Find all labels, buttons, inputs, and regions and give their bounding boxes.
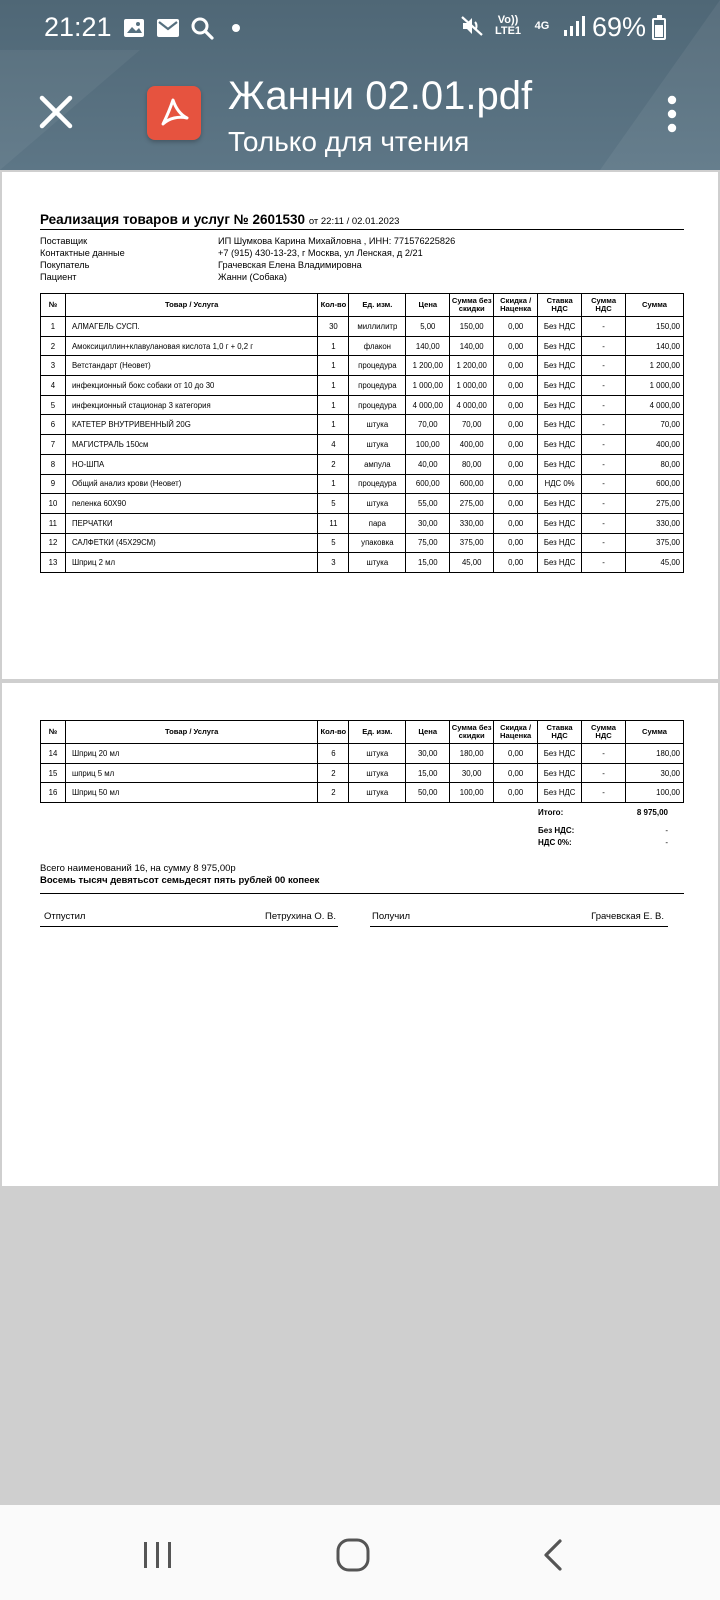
meta-row <box>40 235 455 247</box>
table-cell: 5,00 <box>406 317 450 337</box>
table-cell: АЛМАГЕЛЬ СУСП. <box>65 317 318 337</box>
table-cell: 0,00 <box>494 744 538 764</box>
table-cell: Без НДС <box>538 415 582 435</box>
released-label: Отпустил <box>44 911 86 922</box>
table-cell: 4 <box>318 435 349 455</box>
meta-value: ИП Шумкова Карина Михайловна , ИНН: 771576225826 <box>218 236 456 246</box>
table-cell: штука <box>349 744 406 764</box>
table-cell: 0,00 <box>494 783 538 803</box>
dot-icon <box>224 16 248 40</box>
table-cell: 16 <box>41 783 66 803</box>
heading-date: от 22:11 / 02.01.2023 <box>308 216 400 227</box>
document-meta <box>40 235 455 283</box>
table-cell: - <box>582 763 626 783</box>
table-cell: ампула <box>349 454 406 474</box>
table-cell: 1 <box>318 356 349 376</box>
table-row <box>41 744 684 764</box>
table-cell: - <box>582 317 626 337</box>
table-cell: 100,00 <box>450 783 494 803</box>
mail-icon <box>156 16 180 40</box>
table-cell: 330,00 <box>450 513 494 533</box>
table-row <box>41 533 684 553</box>
status-icons-right <box>460 14 586 38</box>
summary-words: Восемь тысяч девятьсот семьдесят пять рублей 00 копеек <box>40 875 320 886</box>
table-cell: 6 <box>41 415 66 435</box>
table-row <box>41 474 684 494</box>
meta-label: Пациент <box>40 272 77 282</box>
column-header: Скидка / Наценка <box>494 294 538 317</box>
table-cell: 70,00 <box>626 415 684 435</box>
column-header: Цена <box>406 294 450 317</box>
table-cell: 0,00 <box>494 415 538 435</box>
column-header: Цена <box>406 721 450 744</box>
table-cell: 3 <box>41 356 66 376</box>
released-name: Петрухина О. В. <box>265 911 336 922</box>
table-cell: 0,00 <box>494 533 538 553</box>
table-cell: - <box>582 494 626 514</box>
table-cell: 15,00 <box>406 553 450 573</box>
table-cell: 140,00 <box>450 336 494 356</box>
table-cell: штука <box>349 763 406 783</box>
column-header: Ставка НДС <box>538 294 582 317</box>
table-cell: Без НДС <box>538 317 582 337</box>
table-cell: 30,00 <box>406 513 450 533</box>
table-cell: 12 <box>41 533 66 553</box>
table-cell: 0,00 <box>494 376 538 396</box>
table-cell: - <box>582 435 626 455</box>
table-cell: Без НДС <box>538 336 582 356</box>
table-cell: 180,00 <box>450 744 494 764</box>
table-cell: 9 <box>41 474 66 494</box>
no-vat-value: - <box>665 826 668 835</box>
summary-line: Всего наименований 16, на сумму 8 975,00р <box>40 863 236 874</box>
table-cell: 400,00 <box>626 435 684 455</box>
column-header: Товар / Услуга <box>65 721 317 744</box>
table-cell: 1 <box>318 376 349 396</box>
table-cell: - <box>582 415 626 435</box>
table-cell: Без НДС <box>538 454 582 474</box>
4g-icon: 4G <box>534 20 550 32</box>
table-cell: - <box>582 376 626 396</box>
column-header: Сумма без скидки <box>450 721 494 744</box>
table-cell: 1 200,00 <box>626 356 684 376</box>
close-button[interactable] <box>30 86 82 138</box>
table-cell: Без НДС <box>538 763 582 783</box>
table-cell: 0,00 <box>494 513 538 533</box>
items-table-page-2 <box>40 720 684 803</box>
table-cell: 275,00 <box>450 494 494 514</box>
table-cell: 0,00 <box>494 494 538 514</box>
table-cell: 7 <box>41 435 66 455</box>
table-cell: 1 <box>318 474 349 494</box>
table-cell: 275,00 <box>626 494 684 514</box>
table-cell: 5 <box>318 494 349 514</box>
table-cell: 400,00 <box>450 435 494 455</box>
table-cell: 30,00 <box>626 763 684 783</box>
meta-value: Грачевская Елена Владимировна <box>218 260 362 270</box>
table-cell: 75,00 <box>406 533 450 553</box>
table-row <box>41 336 684 356</box>
table-row <box>41 317 684 337</box>
back-icon <box>546 1541 560 1569</box>
table-cell: миллилитр <box>349 317 406 337</box>
table-cell: МАГИСТРАЛЬ 150см <box>65 435 318 455</box>
table-cell: 5 <box>318 533 349 553</box>
column-header: Сумма НДС <box>582 721 626 744</box>
table-cell: Шприц 20 мл <box>65 744 317 764</box>
total-label: Итого: <box>538 808 564 817</box>
table-row <box>41 454 684 474</box>
table-cell: Без НДС <box>538 513 582 533</box>
meta-row <box>40 259 455 271</box>
close-icon <box>42 98 70 126</box>
pdf-page-2[interactable] <box>2 683 718 1186</box>
column-header: Товар / Услуга <box>65 294 318 317</box>
table-cell: 30,00 <box>450 763 494 783</box>
table-row <box>41 395 684 415</box>
table-cell: 0,00 <box>494 454 538 474</box>
table-cell: 30,00 <box>406 744 450 764</box>
table-cell: - <box>582 533 626 553</box>
column-header: Скидка / Наценка <box>494 721 538 744</box>
table-cell: - <box>582 744 626 764</box>
table-row <box>41 356 684 376</box>
table-cell: 5 <box>41 395 66 415</box>
table-cell: 6 <box>318 744 349 764</box>
table-cell: 0,00 <box>494 336 538 356</box>
table-cell: НДС 0% <box>538 474 582 494</box>
table-cell: - <box>582 783 626 803</box>
table-row <box>41 553 684 573</box>
table-cell: процедура <box>349 356 406 376</box>
table-cell: 0,00 <box>494 474 538 494</box>
recent-apps-button[interactable] <box>138 1535 178 1575</box>
table-cell: 1 <box>318 336 349 356</box>
document-subtitle: Только для чтения <box>228 126 470 157</box>
status-bar <box>0 0 720 58</box>
signal-icon <box>562 14 586 38</box>
table-cell: КАТЕТЕР ВНУТРИВЕННЫЙ 20G <box>65 415 318 435</box>
table-cell: 100,00 <box>626 783 684 803</box>
table-cell: 4 <box>41 376 66 396</box>
table-cell: 55,00 <box>406 494 450 514</box>
table-cell: штука <box>349 553 406 573</box>
table-row <box>41 763 684 783</box>
table-cell: Шприц 50 мл <box>65 783 317 803</box>
table-cell: Без НДС <box>538 783 582 803</box>
table-cell: 1 <box>318 415 349 435</box>
no-vat-label: Без НДС: <box>538 826 575 835</box>
table-cell: Без НДС <box>538 395 582 415</box>
table-cell: 70,00 <box>450 415 494 435</box>
table-cell: 375,00 <box>626 533 684 553</box>
table-cell: 80,00 <box>450 454 494 474</box>
table-cell: 600,00 <box>450 474 494 494</box>
image-icon <box>122 16 146 40</box>
column-header: Ставка НДС <box>538 721 582 744</box>
app-header <box>0 0 720 170</box>
table-cell: упаковка <box>349 533 406 553</box>
table-cell: 150,00 <box>450 317 494 337</box>
table-cell: 0,00 <box>494 435 538 455</box>
vat-zero-label: НДС 0%: <box>538 838 572 847</box>
table-cell: Без НДС <box>538 533 582 553</box>
table-row <box>41 783 684 803</box>
document-heading <box>40 212 399 227</box>
table-cell: 70,00 <box>406 415 450 435</box>
vat-zero-value: - <box>665 838 668 847</box>
mute-icon <box>460 14 484 38</box>
column-header: Сумма <box>626 294 684 317</box>
pdf-file-icon <box>147 86 201 140</box>
meta-label: Контактные данные <box>40 248 125 258</box>
column-header: Кол-во <box>318 721 349 744</box>
table-cell: 150,00 <box>626 317 684 337</box>
table-cell: 8 <box>41 454 66 474</box>
meta-value: +7 (915) 430-13-23, г Москва, ул Ленская, д 2/21 <box>218 248 423 258</box>
table-cell: процедура <box>349 395 406 415</box>
released-signature-line <box>40 926 338 927</box>
meta-row <box>40 271 455 283</box>
table-cell: штука <box>349 415 406 435</box>
table-cell: пара <box>349 513 406 533</box>
meta-label: Поставщик <box>40 236 88 246</box>
table-cell: 1 200,00 <box>450 356 494 376</box>
battery-icon <box>652 18 666 40</box>
search-icon <box>190 16 214 40</box>
meta-value: Жанни (Собака) <box>218 272 287 282</box>
table-cell: 1 000,00 <box>406 376 450 396</box>
table-cell: 100,00 <box>406 435 450 455</box>
table-cell: 140,00 <box>626 336 684 356</box>
column-header: № <box>41 721 66 744</box>
document-title: Жанни 02.01.pdf <box>228 74 533 118</box>
table-cell: 30 <box>318 317 349 337</box>
table-cell: 1 <box>41 317 66 337</box>
table-header-row <box>41 721 684 744</box>
table-cell: 600,00 <box>406 474 450 494</box>
volte-icon: Vo)) LTE1 <box>494 14 522 37</box>
table-cell: 15,00 <box>406 763 450 783</box>
back-button[interactable] <box>534 1535 574 1575</box>
table-cell: штука <box>349 783 406 803</box>
table-cell: 15 <box>41 763 66 783</box>
table-cell: Шприц 2 мл <box>65 553 318 573</box>
total-value: 8 975,00 <box>636 808 668 817</box>
column-header: № <box>41 294 66 317</box>
table-cell: - <box>582 356 626 376</box>
column-header: Кол-во <box>318 294 349 317</box>
signature-divider <box>40 893 684 894</box>
table-row <box>41 415 684 435</box>
status-icons-left <box>122 16 248 40</box>
table-cell: Без НДС <box>538 744 582 764</box>
column-header: Ед. изм. <box>349 721 406 744</box>
table-cell: 180,00 <box>626 744 684 764</box>
table-cell: инфекционный стационар 3 категория <box>65 395 318 415</box>
table-cell: 14 <box>41 744 66 764</box>
status-time: 21:21 <box>44 12 112 42</box>
table-cell: штука <box>349 435 406 455</box>
table-cell: 80,00 <box>626 454 684 474</box>
table-cell: - <box>582 336 626 356</box>
table-cell: 600,00 <box>626 474 684 494</box>
system-nav-bar <box>0 1505 720 1600</box>
table-cell: - <box>582 395 626 415</box>
table-cell: 11 <box>41 513 66 533</box>
table-cell: 0,00 <box>494 356 538 376</box>
app-bar <box>0 58 720 170</box>
table-cell: 330,00 <box>626 513 684 533</box>
table-cell: Амоксициллин+клавулановая кислота 1,0 г + 0,2 г <box>65 336 318 356</box>
pdf-page-1[interactable] <box>2 172 718 679</box>
received-label: Получил <box>372 911 410 922</box>
items-table-page-1 <box>40 293 684 573</box>
table-cell: инфекционный бокс собаки от 10 до 30 <box>65 376 318 396</box>
table-cell: ПЕРЧАТКИ <box>65 513 318 533</box>
table-cell: - <box>582 553 626 573</box>
table-cell: НО-ШПА <box>65 454 318 474</box>
recent-apps-icon <box>144 1542 171 1568</box>
table-cell: 1 200,00 <box>406 356 450 376</box>
table-cell: Без НДС <box>538 494 582 514</box>
table-cell: Общий анализ крови (Неовет) <box>65 474 318 494</box>
more-options-button[interactable] <box>654 94 690 134</box>
table-cell: 10 <box>41 494 66 514</box>
table-cell: - <box>582 513 626 533</box>
table-cell: Без НДС <box>538 356 582 376</box>
table-cell: флакон <box>349 336 406 356</box>
battery-level <box>655 25 663 37</box>
table-row <box>41 494 684 514</box>
table-cell: 4 000,00 <box>450 395 494 415</box>
table-header-row <box>41 294 684 317</box>
column-header: Сумма <box>626 721 684 744</box>
table-cell: 2 <box>318 783 349 803</box>
column-header: Ед. изм. <box>349 294 406 317</box>
table-cell: 13 <box>41 553 66 573</box>
heading-title: Реализация товаров и услуг № 2601530 <box>40 212 306 227</box>
table-cell: 4 000,00 <box>406 395 450 415</box>
table-cell: Ветстандарт (Неовет) <box>65 356 318 376</box>
table-cell: Без НДС <box>538 435 582 455</box>
table-cell: 2 <box>318 454 349 474</box>
table-cell: Без НДС <box>538 553 582 573</box>
table-cell: 0,00 <box>494 317 538 337</box>
table-cell: 1 <box>318 395 349 415</box>
table-cell: 50,00 <box>406 783 450 803</box>
table-cell: 45,00 <box>450 553 494 573</box>
table-cell: 2 <box>41 336 66 356</box>
table-cell: штука <box>349 494 406 514</box>
table-row <box>41 376 684 396</box>
table-cell: 0,00 <box>494 763 538 783</box>
acrobat-icon <box>147 86 201 140</box>
meta-label: Покупатель <box>40 260 90 270</box>
home-button[interactable] <box>333 1535 373 1575</box>
table-cell: пеленка 60Х90 <box>65 494 318 514</box>
column-header: Сумма НДС <box>582 294 626 317</box>
table-cell: САЛФЕТКИ (45Х29СМ) <box>65 533 318 553</box>
table-cell: 40,00 <box>406 454 450 474</box>
table-cell: 0,00 <box>494 553 538 573</box>
table-cell: 140,00 <box>406 336 450 356</box>
table-cell: 45,00 <box>626 553 684 573</box>
table-row <box>41 435 684 455</box>
heading-divider <box>40 229 684 230</box>
table-cell: 3 <box>318 553 349 573</box>
column-header: Сумма без скидки <box>450 294 494 317</box>
table-cell: процедура <box>349 376 406 396</box>
table-cell: 2 <box>318 763 349 783</box>
meta-row <box>40 247 455 259</box>
received-signature-line <box>370 926 668 927</box>
battery-percent: 69% <box>591 12 646 42</box>
table-cell: 375,00 <box>450 533 494 553</box>
table-row <box>41 513 684 533</box>
table-cell: - <box>582 454 626 474</box>
table-cell: шприц 5 мл <box>65 763 317 783</box>
received-name: Грачевская Е. В. <box>591 911 664 922</box>
table-cell: 1 000,00 <box>626 376 684 396</box>
more-vert-icon <box>668 96 676 132</box>
table-cell: Без НДС <box>538 376 582 396</box>
table-cell: 0,00 <box>494 395 538 415</box>
table-cell: - <box>582 474 626 494</box>
table-cell: 4 000,00 <box>626 395 684 415</box>
table-cell: процедура <box>349 474 406 494</box>
table-cell: 11 <box>318 513 349 533</box>
table-cell: 1 000,00 <box>450 376 494 396</box>
home-icon <box>338 1540 368 1570</box>
